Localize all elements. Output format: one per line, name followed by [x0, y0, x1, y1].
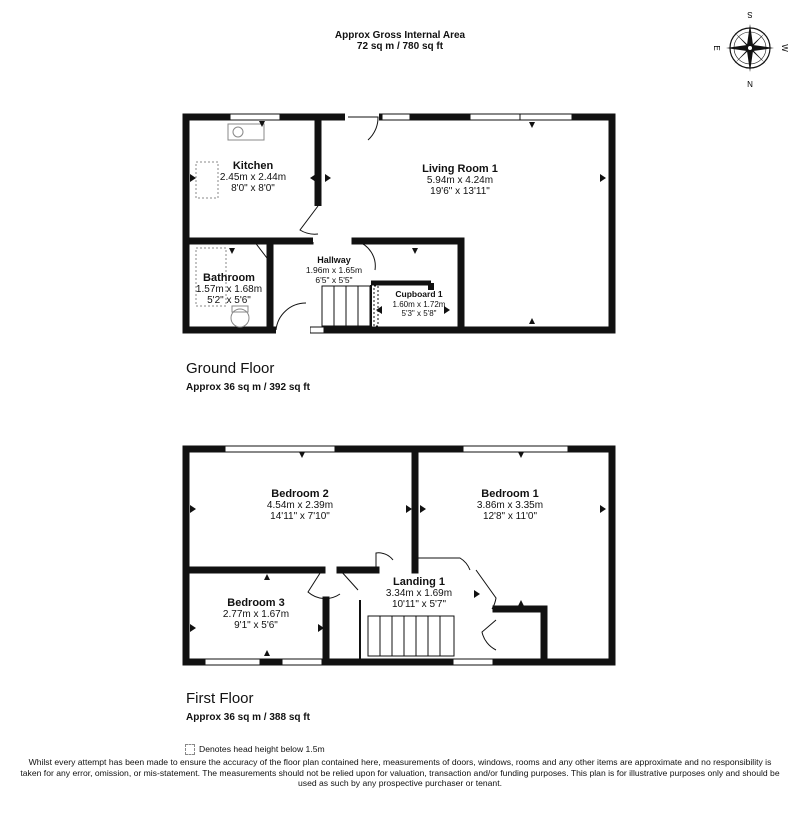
room-label-bedroom-3: Bedroom 3 2.77m x 1.67m 9'1" x 5'6" [222, 597, 290, 631]
gia-value: 72 sq m / 780 sq ft [356, 41, 444, 52]
room-label-living-room: Living Room 1 5.94m x 4.24m 19'6" x 13'11" [422, 163, 498, 197]
room-label-bedroom-1: Bedroom 1 3.86m x 3.35m 12'8" x 11'0" [476, 488, 544, 522]
ground-floor-area: Approx 36 sq m / 392 sq ft [186, 382, 310, 393]
head-height-legend: Denotes head height below 1.5m [199, 744, 325, 754]
room-label-bathroom: Bathroom 1.57m x 1.68m 5'2" x 5'6" [195, 272, 263, 306]
compass-n: N [747, 80, 753, 88]
first-floor-area: Approx 36 sq m / 388 sq ft [186, 712, 310, 723]
room-label-bedroom-2: Bedroom 2 4.54m x 2.39m 14'11" x 7'10" [266, 488, 334, 522]
room-label-cupboard: Cupboard 1 1.60m x 1.72m 5'3" x 5'8" [392, 289, 446, 318]
ground-floor-title: Ground Floor [186, 360, 275, 377]
room-label-kitchen: Kitchen 2.45m x 2.44m 8'0" x 8'0" [219, 160, 287, 194]
compass-e: E [712, 45, 721, 51]
room-label-landing: Landing 1 3.34m x 1.69m 10'11" x 5'7" [385, 576, 453, 610]
room-label-hallway: Hallway 1.96m x 1.65m 6'5" x 5'5" [305, 255, 363, 285]
gia-title: Approx Gross Internal Area [334, 30, 466, 41]
disclaimer-text: Whilst every attempt has been made to ensure the accuracy of the floor plan contained here, measurements of doors, windows, rooms and any other items are approximate and no responsibility is taken for any error, omission, or mis-statement. The measurements should not be relied upon for valuation, transaction and/or funding purposes. This plan is for illustrative purposes only and should be used as such by any prospective purchaser or tenant. [20, 757, 780, 788]
compass-w: W [780, 44, 789, 52]
head-height-legend-icon [185, 744, 195, 755]
first-floor-title: First Floor [186, 690, 254, 707]
compass-s: S [747, 10, 753, 19]
